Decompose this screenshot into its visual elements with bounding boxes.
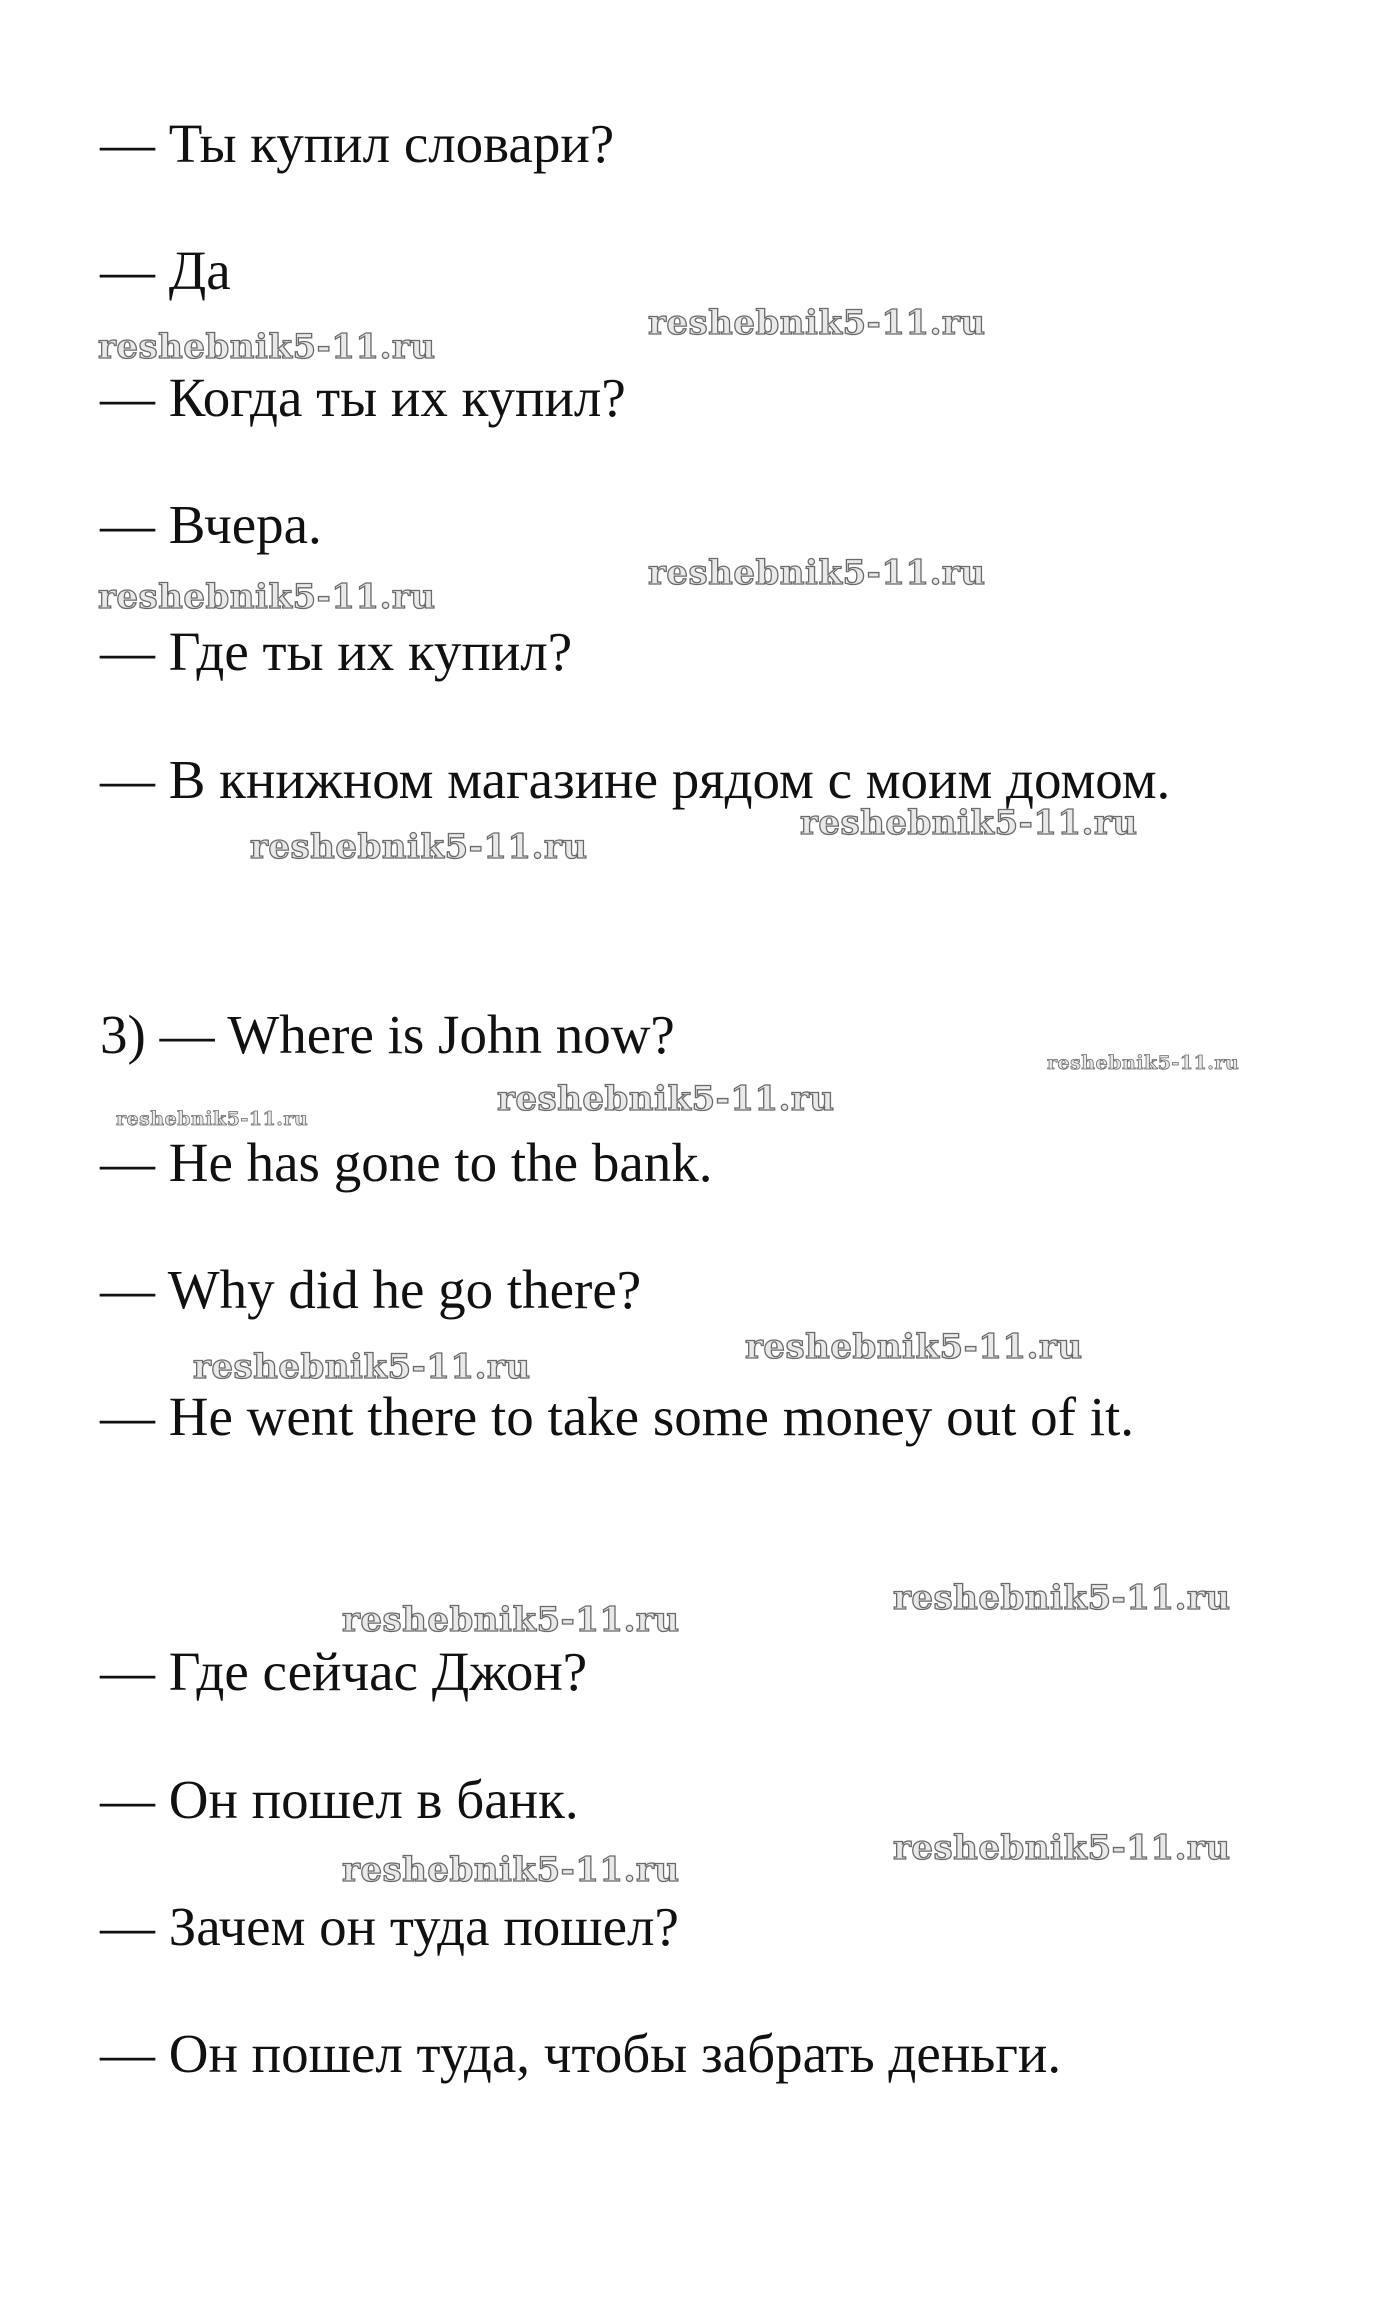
watermark: reshebnik5-11.ru — [342, 1850, 680, 1890]
watermark: reshebnik5-11.ru — [745, 1327, 1083, 1367]
dialogue-line: — He has gone to the bank. — [100, 1132, 713, 1193]
dialogue-line: — Где ты их купил? — [100, 621, 573, 682]
dialogue-line: — Когда ты их купил? — [100, 367, 626, 428]
watermark: reshebnik5-11.ru — [497, 1079, 835, 1119]
watermark: reshebnik5-11.ru — [893, 1828, 1231, 1868]
dialogue-line: — Why did he go there? — [100, 1259, 642, 1320]
dialogue-line: — Зачем он туда пошел? — [100, 1896, 679, 1957]
dialogue-line: — Где сейчас Джон? — [100, 1641, 588, 1702]
dialogue-line: — Да — [100, 240, 231, 301]
dialogue-line: — Он пошел в банк. — [100, 1769, 579, 1830]
watermark: reshebnik5-11.ru — [648, 303, 986, 343]
watermark: reshebnik5-11.ru — [1047, 1052, 1240, 1074]
watermark: reshebnik5-11.ru — [342, 1600, 680, 1640]
dialogue-line: — В книжном магазине рядом с моим домом. — [100, 749, 1171, 810]
watermark: reshebnik5-11.ru — [116, 1108, 309, 1130]
watermark: reshebnik5-11.ru — [98, 577, 436, 617]
watermark: reshebnik5-11.ru — [648, 553, 986, 593]
dialogue-line: — Вчера. — [100, 494, 322, 555]
watermark: reshebnik5-11.ru — [98, 327, 436, 367]
exercise-3-heading-line: 3) — Where is John now? — [100, 1004, 675, 1065]
dialogue-line: — Он пошел туда, чтобы забрать деньги. — [100, 2023, 1062, 2084]
watermark: reshebnik5-11.ru — [893, 1578, 1231, 1618]
dialogue-line: — Ты купил словари? — [100, 113, 615, 174]
watermark: reshebnik5-11.ru — [800, 803, 1138, 843]
watermark: reshebnik5-11.ru — [250, 827, 588, 867]
watermark: reshebnik5-11.ru — [193, 1347, 531, 1387]
dialogue-line: — He went there to take some money out of it. — [100, 1386, 1135, 1447]
